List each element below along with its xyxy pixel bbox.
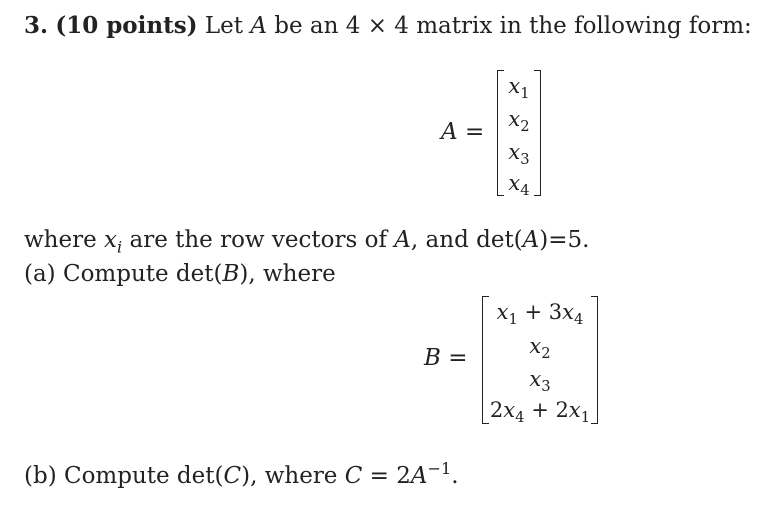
matrix-a-row-1: $x_1$ [508,74,530,103]
matrix-b-row-4: $2x_4 + 2x_1$ [489,398,591,427]
matrix-b-label [424,345,468,371]
problem-statement [24,12,752,39]
part-a: (a) Compute det(B), where [24,261,336,287]
problem-number: 3. [24,12,49,39]
intro-text-b: be an 4 × 4 matrix in the following form: [274,13,752,39]
var-x: x [104,227,118,253]
matrix-a [497,70,541,200]
matrix-a-equals: = [464,119,485,145]
matrix-a-label [441,119,484,145]
var-A: A [250,13,267,39]
matrix-a-row-2: $x_2$ [508,107,530,136]
intro-text-a: Let [204,13,244,39]
matrix-a-row-3: $x_3$ [508,140,530,169]
matrix-b-var: B [424,345,441,371]
part-b: (b) Compute det(C), where $C = 2A^{-1}$. [24,459,459,489]
matrix-b [482,296,598,427]
matrix-b-equals: = [448,345,468,371]
matrix-a-row-4: $x_4$ [508,171,530,200]
matrix-b-row-2: $x_2$ [529,334,551,363]
problem-points: (10 points) [55,12,198,39]
where-line: where $x_i$ are the row vectors of A, and det(A)=5. [24,227,590,257]
matrix-b-row-1: $x_1 + 3x_4$ [496,300,584,329]
matrix-a-var: A [441,119,458,145]
matrix-b-row-3: $x_3$ [529,367,551,396]
